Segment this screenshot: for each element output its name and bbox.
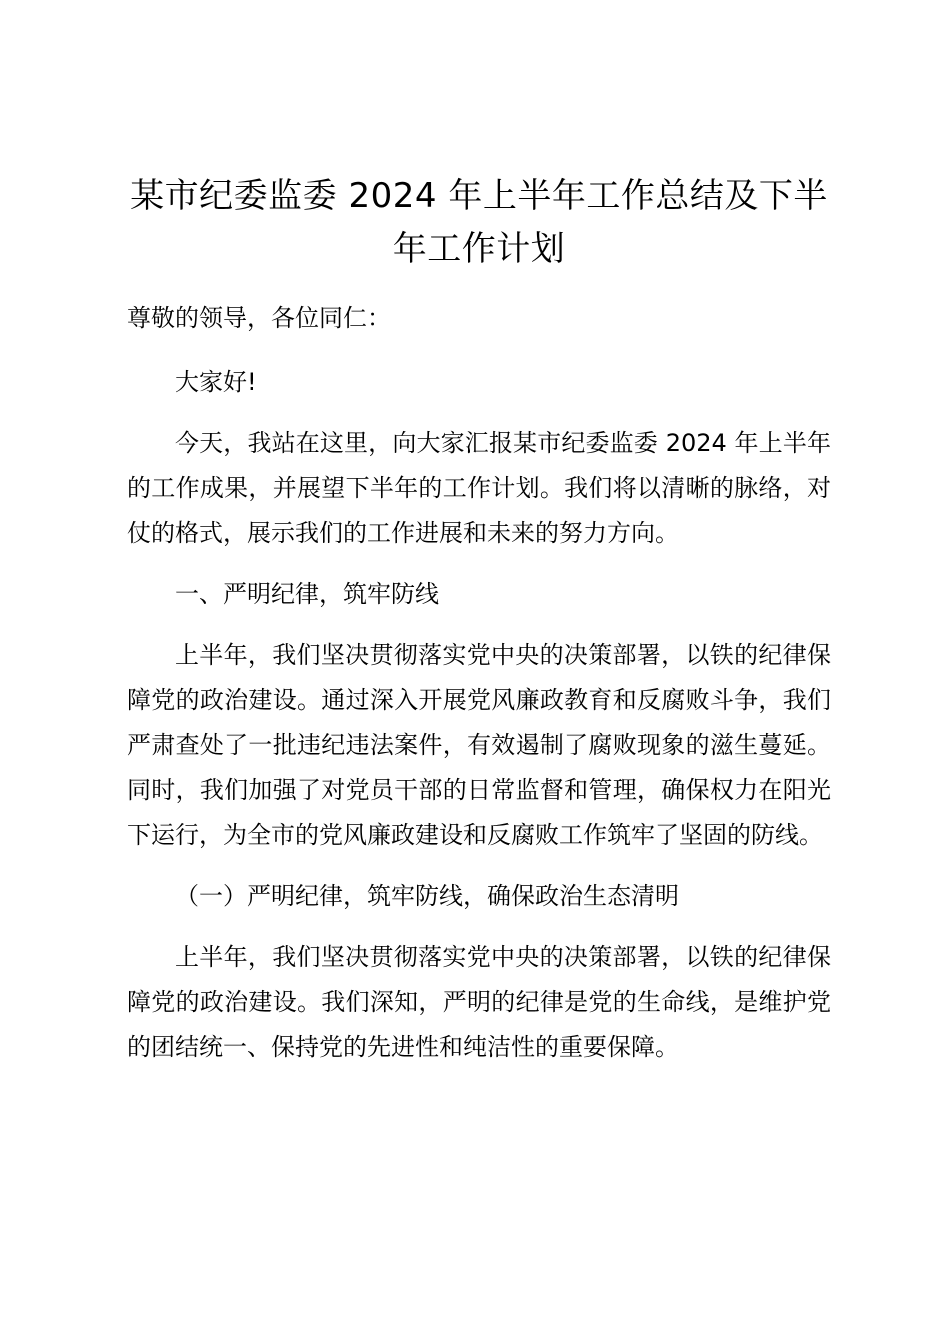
document-title: 某市纪委监委 2024 年上半年工作总结及下半年工作计划 (130, 176, 828, 269)
section-paragraph: 上半年，我们坚决贯彻落实党中央的决策部署，以铁的纪律保障党的政治建设。通过深入开展党风廉政教育和反腐败斗争，我们严肃查处了一批违纪违法案件，有效遏制了腐败现象的滋生蔓延。同时，我们加强了对党员干部的日常监督和管理，确保权力在阳光下运行，为全市的党风廉政建设和反腐败工作筑牢了坚固的防线。 (127, 641, 831, 849)
section-heading: 一、严明纪律，筑牢防线 (175, 580, 439, 608)
subsection-heading: （一）严明纪律，筑牢防线，确保政治生态清明 (175, 882, 679, 910)
document-body (127, 170, 831, 1070)
salutation: 尊敬的领导，各位同仁： (127, 304, 391, 332)
greeting: 大家好! (175, 368, 257, 396)
subsection-paragraph: 上半年，我们坚决贯彻落实党中央的决策部署，以铁的纪律保障党的政治建设。我们深知，严明的纪律是党的生命线，是维护党的团结统一、保持党的先进性和纯洁性的重要保障。 (127, 943, 831, 1061)
intro-paragraph: 今天，我站在这里，向大家汇报某市纪委监委 2024 年上半年的工作成果，并展望下半年的工作计划。我们将以清晰的脉络，对仗的格式，展示我们的工作进展和未来的努力方向。 (127, 429, 831, 547)
